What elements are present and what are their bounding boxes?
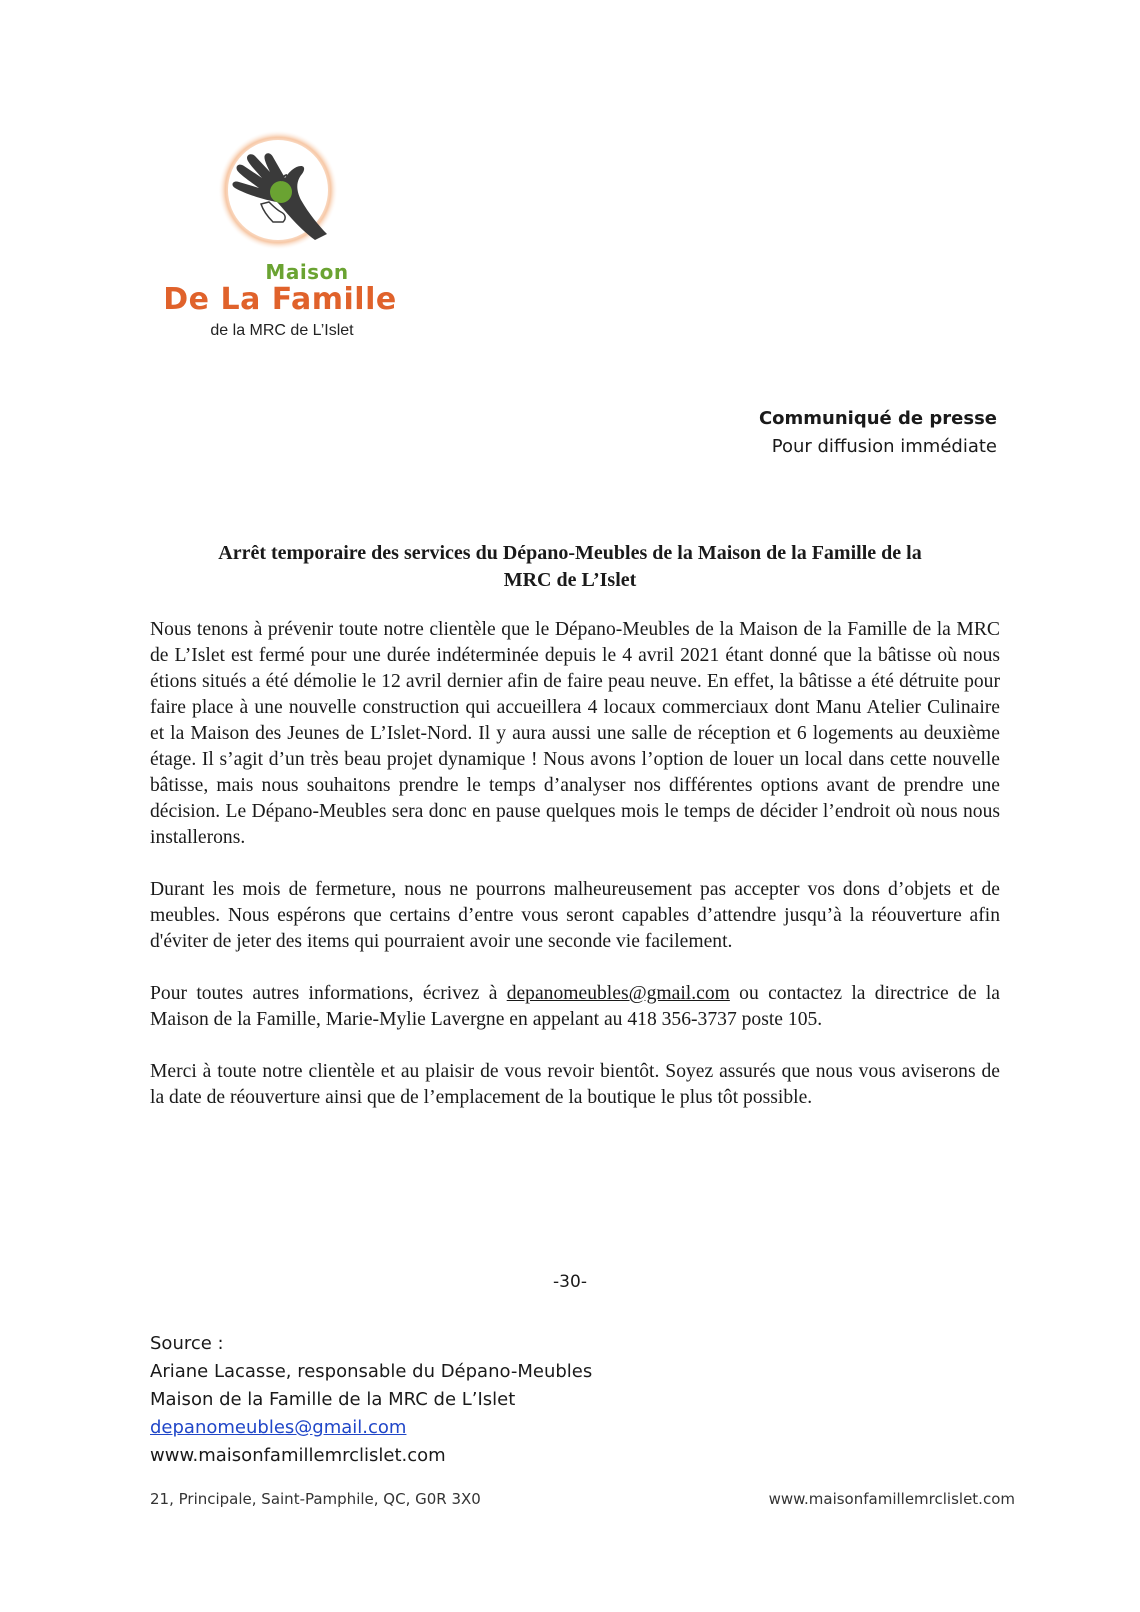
document-body <box>150 617 1000 1137</box>
paragraph-donations: Durant les mois de fermeture, nous ne pourrons malheureusement pas accepter vos dons d’objets et de meubles. Nous espérons que certains d’entre vous seront capables d’attendre jusqu’à la réouverture afin d'éviter de jeter des items qui pourraient avoir une seconde vie facilement. <box>150 879 1000 952</box>
source-org: Maison de la Famille de la MRC de L’Islet <box>150 1389 516 1410</box>
source-email-link[interactable]: depanomeubles@gmail.com <box>150 1417 407 1438</box>
paragraph-closure: Nous tenons à prévenir toute notre clientèle que le Dépano-Meubles de la Maison de la Famille de la MRC de L’Islet est fermé pour une durée indéterminée depuis le 4 avril 2021 étant donné que la bâtisse où nous étions situés a été démolie le 12 avril dernier afin de faire peau neuve. En effet, la bâtisse a été détruite pour faire place à une nouvelle construction qui accueillera 4 locaux commerciaux dont Manu Atelier Culinaire et la Maison des Jeunes de L’Islet-Nord. Il y aura aussi une salle de réception et 6 logements au deuxième étage. Il s’agit d’un très beau projet dynamique ! Nous avons l’option de louer un local dans cette nouvelle bâtisse, mais nous souhaitons prendre le temps d’analyser nos différentes options avant de prendre une décision. Le Dépano-Meubles sera donc en pause quelques mois le temps de décider l’endroit où nous nous installerons. <box>150 619 1000 848</box>
title-line-2: MRC de L’Islet <box>503 569 637 591</box>
hands-apple-icon <box>215 130 345 255</box>
contact-text-before: Pour toutes autres informations, écrivez à <box>150 983 507 1004</box>
footer-address: 21, Principale, Saint-Pamphile, QC, G0R 3X0 <box>150 1490 481 1508</box>
end-mark: -30- <box>553 1272 587 1292</box>
communique-label: Communiqué de presse <box>758 408 997 429</box>
source-person: Ariane Lacasse, responsable du Dépano-Meubles <box>150 1361 593 1382</box>
footer-website: www.maisonfamillemrclislet.com <box>768 1490 1015 1508</box>
paragraph-thanks: Merci à toute notre clientèle et au plaisir de vous revoir bientôt. Soyez assurés que nous vous aviserons de la date de réouverture ainsi que de l’emplacement de la boutique le plus tôt possible. <box>150 1061 1000 1108</box>
contact-text-after: ou contactez la directrice de la Maison de la Famille, Marie-Mylie Lavergne en appelant au 418 356-3737 poste 105. <box>150 983 1000 1030</box>
paragraph-contact <box>150 981 1000 1033</box>
logo <box>160 130 400 345</box>
source-website: www.maisonfamillemrclislet.com <box>150 1445 446 1466</box>
source-label: Source : <box>150 1333 224 1354</box>
logo-text-maison: Maison <box>265 260 349 284</box>
document-title <box>150 540 990 594</box>
source-block <box>150 1330 592 1470</box>
logo-text-famille: De La Famille <box>163 282 397 317</box>
logo-subtitle: de la MRC de L’Islet <box>210 322 354 339</box>
contact-email-link[interactable]: depanomeubles@gmail.com <box>506 983 730 1004</box>
diffusion-label: Pour diffusion immédiate <box>771 436 997 457</box>
press-header <box>759 405 997 461</box>
title-line-1: Arrêt temporaire des services du Dépano-Meubles de la Maison de la Famille de la <box>218 542 922 564</box>
